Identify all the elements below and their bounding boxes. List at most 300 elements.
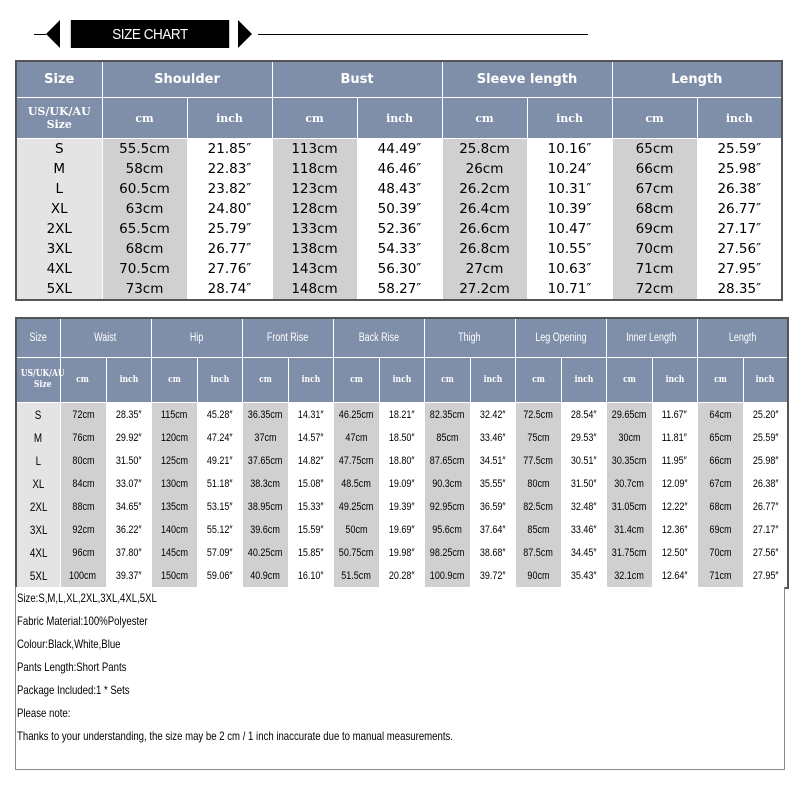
bottom-size-cell [16, 518, 60, 541]
top-value-cell: 66cm [612, 159, 697, 179]
bottom-cell-text: 34.65″ [115, 500, 142, 513]
bottom-cell-text: 12.64″ [661, 569, 688, 582]
bottom-cell-text: 77.5cm [523, 454, 553, 467]
bottom-value-cell [60, 449, 106, 472]
header-arrow-left [46, 20, 60, 48]
bottom-col-header-label: Length [728, 332, 757, 344]
bottom-unit-text: cm [76, 374, 90, 385]
bottom-value-cell [697, 564, 743, 588]
top-value-cell: 27.76″ [187, 259, 272, 279]
bottom-value-cell [697, 541, 743, 564]
bottom-size-cell [16, 564, 60, 588]
bottom-size-cell [16, 541, 60, 564]
bottom-cell-text: 98.25cm [429, 546, 465, 559]
bottom-cell-text: 15.85″ [297, 546, 324, 559]
bottom-value-cell [743, 472, 788, 495]
bottom-value-cell [288, 449, 333, 472]
bottom-cell-text: 87.65cm [429, 454, 465, 467]
bottom-value-cell [424, 518, 470, 541]
top-value-cell: 21.85″ [187, 139, 272, 160]
bottom-cell-text: 19.69″ [388, 523, 415, 536]
bottom-cell-text: 26.38″ [752, 477, 779, 490]
bottom-cell-text: M [34, 430, 43, 445]
bottom-cell-text: 3XL [29, 522, 47, 537]
size-chart-title: SIZE CHART [71, 20, 229, 48]
top-table-row [16, 259, 782, 279]
bottom-value-cell [60, 564, 106, 588]
bottom-cell-text: 31.50″ [115, 454, 142, 467]
bottom-unit-cell [242, 358, 288, 403]
bottom-unit-cell [333, 358, 379, 403]
bottom-value-cell [288, 518, 333, 541]
bottom-cell-text: 33.46″ [479, 431, 506, 444]
bottom-unit-text: cm [258, 374, 272, 385]
bottom-value-cell [470, 449, 515, 472]
bottom-cell-text: 47.75cm [338, 454, 374, 467]
bottom-value-cell [424, 495, 470, 518]
bottom-size-label [16, 358, 65, 403]
bottom-cell-text: 40.25cm [247, 546, 283, 559]
top-unit-cell: inch [187, 98, 272, 139]
top-value-cell: 27.56″ [697, 239, 782, 259]
bottom-cell-text: 27.17″ [752, 523, 779, 536]
bottom-size-cell [16, 403, 60, 427]
bottom-value-cell [333, 495, 379, 518]
bottom-value-cell [424, 403, 470, 427]
bottom-value-cell [652, 472, 697, 495]
bottom-value-cell [743, 518, 788, 541]
bottom-cell-text: 35.43″ [570, 569, 597, 582]
top-size-table [15, 60, 783, 301]
bottom-value-cell [697, 518, 743, 541]
bottom-cell-text: 37.65cm [247, 454, 283, 467]
bottom-cell-text: 68cm [709, 500, 732, 513]
top-value-cell: 23.82″ [187, 179, 272, 199]
top-value-cell: 143cm [272, 259, 357, 279]
info-line-text: Pants Length:Short Pants [17, 660, 127, 674]
bottom-value-cell [197, 426, 242, 449]
top-value-cell: 26.6cm [442, 219, 527, 239]
info-line-text: Package Included:1 * Sets [17, 683, 130, 697]
bottom-unit-cell [106, 358, 151, 403]
bottom-cell-text: 37cm [253, 431, 277, 444]
bottom-unit-cell [515, 358, 561, 403]
top-value-cell: 24.80″ [187, 199, 272, 219]
top-unit-row [16, 98, 782, 139]
top-value-cell: 65cm [612, 139, 697, 160]
bottom-cell-text: 31.75cm [611, 546, 647, 559]
bottom-cell-text: 75cm [527, 431, 550, 444]
bottom-cell-text: 2XL [29, 499, 47, 514]
top-value-cell: 25.59″ [697, 139, 782, 160]
bottom-value-cell [333, 518, 379, 541]
bottom-unit-text: inch [483, 374, 502, 385]
bottom-value-cell [606, 518, 652, 541]
top-size-cell: 5XL [16, 279, 102, 300]
top-value-cell: 26.4cm [442, 199, 527, 219]
bottom-value-cell [743, 495, 788, 518]
top-value-cell: 10.16″ [527, 139, 612, 160]
top-value-cell: 70cm [612, 239, 697, 259]
bottom-value-cell [333, 541, 379, 564]
bottom-cell-text: 115cm [160, 408, 188, 421]
info-line-text: Thanks to your understanding, the size may be 2 cm / 1 inch inaccurate due to manual measurements. [17, 729, 453, 743]
bottom-value-cell [333, 426, 379, 449]
bottom-cell-text: 12.50″ [661, 546, 688, 559]
top-value-cell: 27.17″ [697, 219, 782, 239]
top-table-row [16, 279, 782, 300]
bottom-unit-text: inch [574, 374, 593, 385]
bottom-value-cell [197, 472, 242, 495]
top-table-row [16, 219, 782, 239]
top-value-cell: 27cm [442, 259, 527, 279]
bottom-unit-text: cm [622, 374, 636, 385]
bottom-value-cell [697, 403, 743, 427]
bottom-cell-text: 40.9cm [250, 569, 280, 582]
bottom-value-cell [652, 403, 697, 427]
bottom-cell-text: 20.28″ [388, 569, 415, 582]
bottom-cell-text: 11.81″ [661, 431, 688, 444]
bottom-cell-text: 65cm [709, 431, 732, 444]
bottom-cell-text: 32.1cm [614, 569, 644, 582]
bottom-cell-text: 120cm [160, 431, 188, 444]
bottom-value-cell [697, 495, 743, 518]
top-value-cell: 65.5cm [102, 219, 187, 239]
bottom-table-row [16, 449, 788, 472]
bottom-col-header [424, 318, 515, 358]
bottom-value-cell [151, 564, 197, 588]
bottom-value-cell [561, 403, 606, 427]
bottom-value-cell [106, 495, 151, 518]
bottom-table-row [16, 403, 788, 427]
bottom-value-cell [606, 449, 652, 472]
bottom-cell-text: 85cm [436, 431, 459, 444]
bottom-cell-text: 145cm [160, 546, 188, 559]
bottom-value-cell [470, 541, 515, 564]
bottom-value-cell [242, 564, 288, 588]
bottom-cell-text: 49.25cm [338, 500, 374, 513]
top-value-cell: 148cm [272, 279, 357, 300]
bottom-cell-text: 50.75cm [338, 546, 374, 559]
bottom-value-cell [606, 541, 652, 564]
bottom-cell-text: 30.35cm [611, 454, 647, 467]
bottom-cell-text: 39.37″ [115, 569, 142, 582]
bottom-unit-text: inch [210, 374, 229, 385]
bottom-value-cell [515, 403, 561, 427]
top-value-cell: 44.49″ [357, 139, 442, 160]
bottom-cell-text: 25.20″ [752, 408, 779, 421]
bottom-cell-text: 30cm [618, 431, 641, 444]
bottom-col-header [697, 318, 788, 358]
bottom-cell-text: 47cm [345, 431, 368, 444]
bottom-cell-text: 34.45″ [570, 546, 597, 559]
bottom-cell-text: 92.95cm [429, 500, 465, 513]
top-value-cell: 10.24″ [527, 159, 612, 179]
bottom-value-cell [151, 403, 197, 427]
header-arrow-right [238, 20, 252, 48]
bottom-cell-text: 51.5cm [341, 569, 371, 582]
bottom-value-cell [743, 564, 788, 588]
bottom-cell-text: 64cm [709, 408, 732, 421]
top-unit-cell: inch [527, 98, 612, 139]
bottom-col-header-label: Leg Opening [534, 332, 587, 344]
bottom-cell-text: 15.33″ [297, 500, 324, 513]
bottom-col-header [60, 318, 151, 358]
top-col-header: Length [612, 61, 782, 98]
top-value-cell: 73cm [102, 279, 187, 300]
top-value-cell: 58cm [102, 159, 187, 179]
top-size-cell: 4XL [16, 259, 102, 279]
top-value-cell: 70.5cm [102, 259, 187, 279]
top-col-header: Shoulder [102, 61, 272, 98]
top-value-cell: 25.98″ [697, 159, 782, 179]
top-value-cell: 26.38″ [697, 179, 782, 199]
bottom-cell-text: 29.53″ [570, 431, 597, 444]
bottom-value-cell [151, 426, 197, 449]
bottom-unit-cell [697, 358, 743, 403]
info-line-text: Fabric Material:100%Polyester [17, 614, 148, 628]
bottom-cell-text: 72.5cm [523, 408, 553, 421]
bottom-cell-text: 12.22″ [661, 500, 688, 513]
bottom-cell-text: 4XL [29, 545, 47, 560]
top-unit-cell: cm [442, 98, 527, 139]
bottom-cell-text: 14.31″ [297, 408, 324, 421]
top-value-cell: 138cm [272, 239, 357, 259]
bottom-size-cell [16, 449, 60, 472]
bottom-value-cell [470, 403, 515, 427]
bottom-col-header [151, 318, 242, 358]
top-value-cell: 55.5cm [102, 139, 187, 160]
info-line-text: Please note: [17, 706, 71, 720]
bottom-value-cell [470, 426, 515, 449]
bottom-cell-text: 84cm [71, 477, 95, 490]
top-size-cell: L [16, 179, 102, 199]
bottom-cell-text: 59.06″ [206, 569, 233, 582]
bottom-value-cell [424, 541, 470, 564]
bottom-cell-text: 38.68″ [479, 546, 506, 559]
bottom-size-cell [16, 472, 60, 495]
top-size-cell: S [16, 139, 102, 160]
bottom-cell-text: 85cm [527, 523, 550, 536]
bottom-cell-text: 34.51″ [479, 454, 506, 467]
header-rule-right [258, 34, 588, 35]
bottom-value-cell [151, 518, 197, 541]
top-value-cell: 123cm [272, 179, 357, 199]
bottom-value-cell [606, 472, 652, 495]
bottom-value-cell [60, 518, 106, 541]
bottom-value-cell [424, 564, 470, 588]
bottom-value-cell [242, 449, 288, 472]
top-value-cell: 69cm [612, 219, 697, 239]
bottom-cell-text: 29.92″ [115, 431, 142, 444]
bottom-cell-text: 35.55″ [479, 477, 506, 490]
top-size-label: US/UK/AU Size [16, 98, 102, 139]
info-line [16, 679, 784, 702]
bottom-value-cell [242, 541, 288, 564]
top-col-header: Size [16, 61, 102, 98]
bottom-value-cell [106, 449, 151, 472]
top-value-cell: 58.27″ [357, 279, 442, 300]
bottom-cell-text: 25.59″ [752, 431, 779, 444]
size-chart-header [0, 18, 800, 50]
top-table-row [16, 179, 782, 199]
bottom-value-cell [743, 403, 788, 427]
bottom-cell-text: 27.95″ [752, 569, 779, 582]
bottom-header-row [16, 318, 788, 358]
bottom-cell-text: 57.09″ [206, 546, 233, 559]
bottom-value-cell [106, 472, 151, 495]
bottom-table-row [16, 518, 788, 541]
info-line [16, 610, 784, 633]
top-unit-cell: inch [357, 98, 442, 139]
bottom-unit-text: inch [665, 374, 684, 385]
bottom-cell-text: 69cm [709, 523, 732, 536]
bottom-value-cell [470, 495, 515, 518]
bottom-unit-text: cm [440, 374, 454, 385]
top-value-cell: 26.8cm [442, 239, 527, 259]
bottom-value-cell [424, 449, 470, 472]
bottom-value-cell [379, 403, 424, 427]
bottom-cell-text: 11.95″ [661, 454, 688, 467]
bottom-value-cell [606, 426, 652, 449]
bottom-cell-text: 28.54″ [570, 408, 597, 421]
bottom-value-cell [60, 403, 106, 427]
bottom-value-cell [197, 518, 242, 541]
bottom-cell-text: 30.51″ [570, 454, 597, 467]
bottom-unit-row [16, 358, 788, 403]
bottom-cell-text: 5XL [29, 568, 47, 583]
bottom-unit-text: inch [392, 374, 411, 385]
bottom-cell-text: 25.98″ [752, 454, 779, 467]
bottom-cell-text: 87.5cm [523, 546, 553, 559]
top-value-cell: 10.63″ [527, 259, 612, 279]
bottom-col-header [606, 318, 697, 358]
bottom-value-cell [60, 495, 106, 518]
bottom-cell-text: 90.3cm [432, 477, 462, 490]
bottom-value-cell [652, 541, 697, 564]
bottom-unit-cell [60, 358, 106, 403]
top-unit-cell: cm [612, 98, 697, 139]
bottom-cell-text: 39.72″ [479, 569, 506, 582]
top-value-cell: 46.46″ [357, 159, 442, 179]
bottom-unit-cell [379, 358, 424, 403]
bottom-cell-text: 36.35cm [247, 408, 283, 421]
bottom-value-cell [242, 472, 288, 495]
bottom-value-cell [515, 426, 561, 449]
top-value-cell: 10.71″ [527, 279, 612, 300]
bottom-cell-text: 36.59″ [479, 500, 506, 513]
bottom-unit-text: cm [713, 374, 727, 385]
bottom-value-cell [606, 495, 652, 518]
bottom-unit-cell [470, 358, 515, 403]
bottom-cell-text: 19.98″ [388, 546, 415, 559]
bottom-value-cell [652, 449, 697, 472]
bottom-cell-text: 14.57″ [297, 431, 324, 444]
bottom-value-cell [652, 518, 697, 541]
bottom-cell-text: 11.67″ [661, 408, 688, 421]
bottom-value-cell [379, 495, 424, 518]
bottom-value-cell [606, 403, 652, 427]
top-value-cell: 118cm [272, 159, 357, 179]
bottom-value-cell [652, 426, 697, 449]
bottom-value-cell [242, 426, 288, 449]
bottom-cell-text: S [34, 407, 42, 422]
top-value-cell: 113cm [272, 139, 357, 160]
bottom-value-cell [242, 518, 288, 541]
bottom-cell-text: 38.3cm [250, 477, 280, 490]
top-value-cell: 25.79″ [187, 219, 272, 239]
bottom-value-cell [242, 403, 288, 427]
bottom-cell-text: 48.5cm [341, 477, 371, 490]
bottom-cell-text: 15.59″ [297, 523, 324, 536]
top-value-cell: 133cm [272, 219, 357, 239]
bottom-size-cell [16, 426, 60, 449]
bottom-size-cell [16, 495, 60, 518]
bottom-cell-text: 33.46″ [570, 523, 597, 536]
bottom-cell-text: 30.7cm [614, 477, 644, 490]
bottom-cell-text: 46.25cm [338, 408, 374, 421]
bottom-value-cell [515, 518, 561, 541]
top-value-cell: 10.47″ [527, 219, 612, 239]
bottom-unit-cell [606, 358, 652, 403]
bottom-col-header [242, 318, 333, 358]
bottom-value-cell [288, 495, 333, 518]
bottom-value-cell [379, 541, 424, 564]
bottom-cell-text: 135cm [160, 500, 188, 513]
bottom-cell-text: 76cm [71, 431, 95, 444]
bottom-unit-cell [652, 358, 697, 403]
bottom-value-cell [743, 426, 788, 449]
top-value-cell: 25.8cm [442, 139, 527, 160]
bottom-value-cell [743, 541, 788, 564]
bottom-cell-text: 37.64″ [479, 523, 506, 536]
bottom-value-cell [60, 426, 106, 449]
bottom-size-label-text: US/UK/AU Size [20, 369, 65, 390]
bottom-col-header-label: Waist [94, 332, 117, 344]
top-value-cell: 27.2cm [442, 279, 527, 300]
bottom-value-cell [515, 541, 561, 564]
bottom-value-cell [606, 564, 652, 588]
bottom-cell-text: 50cm [345, 523, 368, 536]
bottom-cell-text: 90cm [527, 569, 550, 582]
bottom-cell-text: 12.36″ [661, 523, 688, 536]
bottom-value-cell [743, 449, 788, 472]
bottom-unit-cell [197, 358, 242, 403]
bottom-cell-text: 15.08″ [297, 477, 324, 490]
bottom-unit-text: inch [119, 374, 138, 385]
bottom-unit-cell [743, 358, 788, 403]
bottom-value-cell [515, 564, 561, 588]
bottom-value-cell [288, 426, 333, 449]
info-line-text: Size:S,M,L,XL,2XL,3XL,4XL,5XL [17, 591, 157, 605]
bottom-value-cell [333, 472, 379, 495]
bottom-cell-text: 70cm [709, 546, 732, 559]
bottom-unit-text: inch [755, 374, 775, 385]
top-col-header: Sleeve length [442, 61, 612, 98]
bottom-value-cell [151, 495, 197, 518]
bottom-unit-text: cm [531, 374, 545, 385]
bottom-col-header-label: Thigh [458, 332, 481, 344]
bottom-value-cell [288, 564, 333, 588]
bottom-value-cell [561, 541, 606, 564]
top-unit-cell: cm [272, 98, 357, 139]
bottom-value-cell [333, 449, 379, 472]
bottom-cell-text: 18.50″ [388, 431, 415, 444]
bottom-cell-text: 26.77″ [752, 500, 779, 513]
bottom-cell-text: 82.35cm [429, 408, 465, 421]
top-value-cell: 10.39″ [527, 199, 612, 219]
bottom-cell-text: 32.42″ [479, 408, 506, 421]
